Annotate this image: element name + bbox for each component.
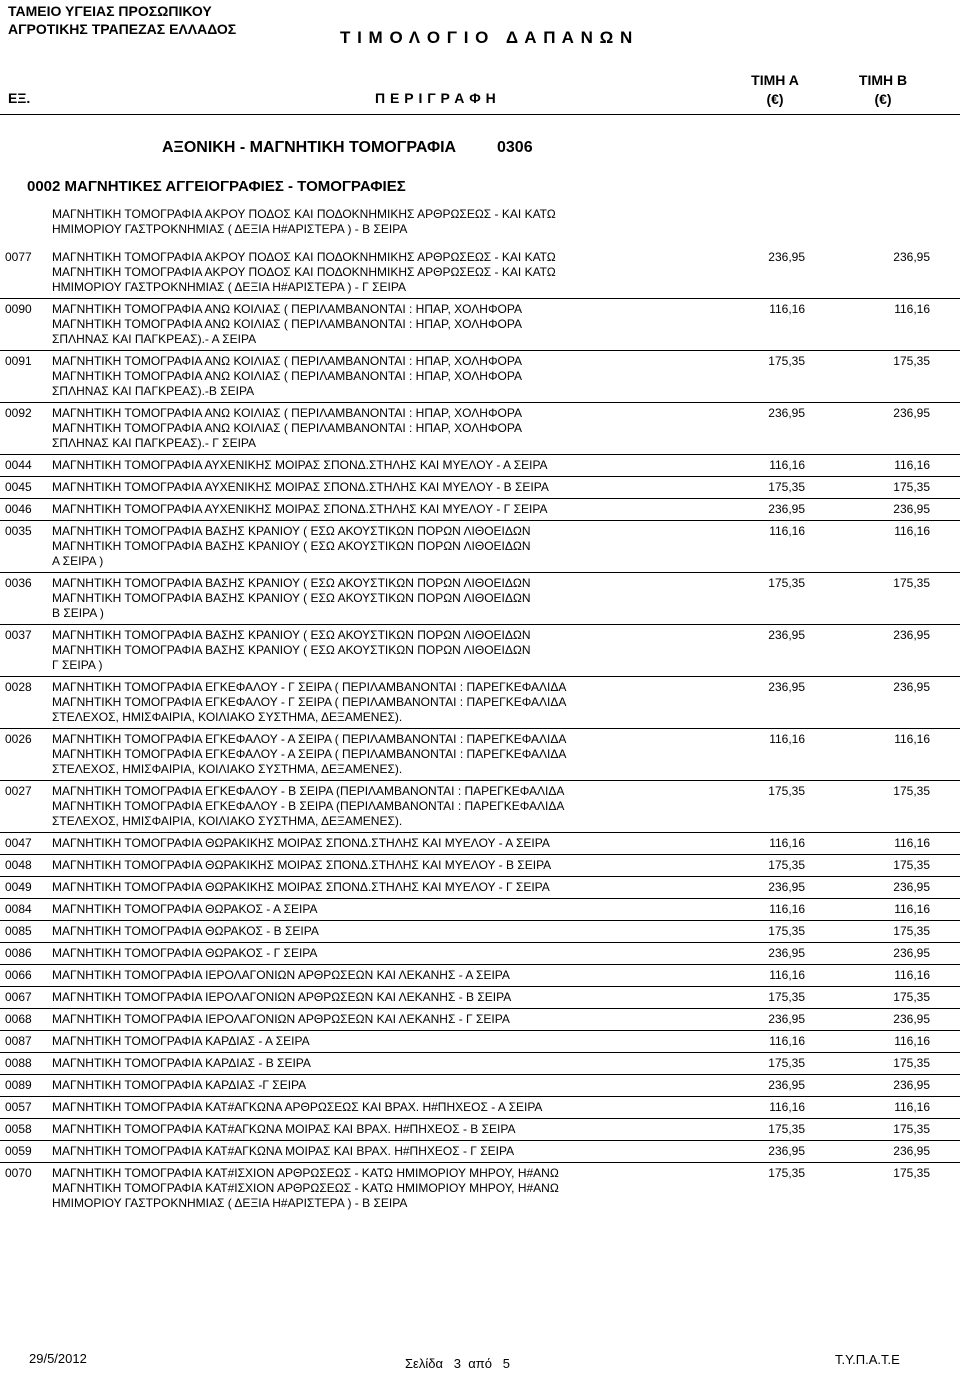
- row-title: ΜΑΓΝΗΤΙΚΗ ΤΟΜΟΓΡΑΦΙΑ ΘΩΡΑΚΙΚΗΣ ΜΟΙΡΑΣ ΣΠΟΝΔ.ΣΤΗΛΗΣ ΚΑΙ ΜΥΕΛΟΥ - Β ΣΕΙΡΑ: [52, 858, 552, 872]
- row-title: ΜΑΓΝΗΤΙΚΗ ΤΟΜΟΓΡΑΦΙΑ ΕΓΚΕΦΑΛΟΥ - Γ ΣΕΙΡΑ ( ΠΕΡΙΛΑΜΒΑΝΟΝΤΑΙ : ΠΑΡΕΓΚΕΦΑΛΙΔΑ: [52, 680, 567, 694]
- row-code: 0077: [5, 250, 32, 264]
- row-price-b: 175,35: [893, 354, 930, 368]
- row-description: ΜΑΓΝΗΤΙΚΗ ΤΟΜΟΓΡΑΦΙΑ ΕΓΚΕΦΑΛΟΥ - Α ΣΕΙΡΑ ( ΠΕΡΙΛΑΜΒΑΝΟΝΤΑΙ : ΠΑΡΕΓΚΕΦΑΛΙΔΑ ΣΤΕΛΕΧΟΣ, ΗΜΙΣΦΑΙΡΙΑ, ΚΟΙΛΙΑΚΟ ΣΥΣΤΗΜΑ, ΔΕΞΑΜΕΝΕΣ).: [52, 747, 567, 776]
- row-code: 0026: [5, 732, 32, 746]
- table-row: [0, 943, 960, 965]
- price-a-label: ΤΙΜΗ Α: [751, 72, 799, 88]
- row-price-b: 175,35: [893, 1122, 930, 1136]
- row-description: ΜΑΓΝΗΤΙΚΗ ΤΟΜΟΓΡΑΦΙΑ ΒΑΣΗΣ ΚΡΑΝΙΟΥ ( ΕΣΩ ΑΚΟΥΣΤΙΚΩΝ ΠΟΡΩΝ ΛΙΘΟΕΙΔΩΝ Α ΣΕΙΡΑ ): [52, 539, 531, 568]
- row-title: ΜΑΓΝΗΤΙΚΗ ΤΟΜΟΓΡΑΦΙΑ ΚΑΤ#ΑΓΚΩΝΑ ΑΡΘΡΩΣΕΩΣ ΚΑΙ ΒΡΑΧ. Η#ΠΗΧΕΟΣ - Α ΣΕΙΡΑ: [52, 1100, 543, 1114]
- row-title: ΜΑΓΝΗΤΙΚΗ ΤΟΜΟΓΡΑΦΙΑ ΕΓΚΕΦΑΛΟΥ - Β ΣΕΙΡΑ (ΠΕΡΙΛΑΜΒΑΝΟΝΤΑΙ : ΠΑΡΕΓΚΕΦΑΛΙΔΑ: [52, 784, 565, 798]
- row-title: ΜΑΓΝΗΤΙΚΗ ΤΟΜΟΓΡΑΦΙΑ ΑΝΩ ΚΟΙΛΙΑΣ ( ΠΕΡΙΛΑΜΒΑΝΟΝΤΑΙ : ΗΠΑΡ, ΧΟΛΗΦΟΡΑ: [52, 354, 522, 368]
- table-row: [0, 833, 960, 855]
- table-row: [0, 299, 960, 351]
- row-title: ΜΑΓΝΗΤΙΚΗ ΤΟΜΟΓΡΑΦΙΑ ΙΕΡΟΛΑΓΟΝΙΩΝ ΑΡΘΡΩΣΕΩΝ ΚΑΙ ΛΕΚΑΝΗΣ - Β ΣΕΙΡΑ: [52, 990, 512, 1004]
- table-row: [0, 921, 960, 943]
- table-row: [0, 247, 960, 299]
- row-title: ΜΑΓΝΗΤΙΚΗ ΤΟΜΟΓΡΑΦΙΑ ΙΕΡΟΛΑΓΟΝΙΩΝ ΑΡΘΡΩΣΕΩΝ ΚΑΙ ΛΕΚΑΝΗΣ - Γ ΣΕΙΡΑ: [52, 1012, 510, 1026]
- row-price-b: 236,95: [893, 946, 930, 960]
- row-title: ΜΑΓΝΗΤΙΚΗ ΤΟΜΟΓΡΑΦΙΑ ΘΩΡΑΚΙΚΗΣ ΜΟΙΡΑΣ ΣΠΟΝΔ.ΣΤΗΛΗΣ ΚΑΙ ΜΥΕΛΟΥ - Γ ΣΕΙΡΑ: [52, 880, 550, 894]
- row-price-a: 116,16: [769, 524, 805, 538]
- table-row: [0, 877, 960, 899]
- row-description: ΜΑΓΝΗΤΙΚΗ ΤΟΜΟΓΡΑΦΙΑ ΑΚΡΟΥ ΠΟΔΟΣ ΚΑΙ ΠΟΔΟΚΝΗΜΙΚΗΣ ΑΡΘΡΩΣΕΩΣ - ΚΑΙ ΚΑΤΩ ΗΜΙΜΟΡΙΟΥ ΓΑΣΤΡΟΚΝΗΜΙΑΣ ( ΔΕΞΙΑ Η#ΑΡΙΣΤΕΡΑ ) - Γ ΣΕΙΡΑ: [52, 265, 556, 294]
- row-code: 0091: [5, 354, 32, 368]
- row-title: ΜΑΓΝΗΤΙΚΗ ΤΟΜΟΓΡΑΦΙΑ ΑΥΧΕΝΙΚΗΣ ΜΟΙΡΑΣ ΣΠΟΝΔ.ΣΤΗΛΗΣ ΚΑΙ ΜΥΕΛΟΥ - Α ΣΕΙΡΑ: [52, 458, 548, 472]
- section-code: 0306: [497, 139, 533, 156]
- row-price-b: 236,95: [893, 628, 930, 642]
- table-row: [0, 625, 960, 677]
- table-row: [0, 855, 960, 877]
- row-price-b: 175,35: [893, 990, 930, 1004]
- row-price-a: 175,35: [768, 858, 805, 872]
- table-row: [0, 455, 960, 477]
- table-row: [0, 499, 960, 521]
- footer-org: Τ.Υ.Π.Α.Τ.Ε: [835, 1352, 900, 1367]
- row-title: ΜΑΓΝΗΤΙΚΗ ΤΟΜΟΓΡΑΦΙΑ ΒΑΣΗΣ ΚΡΑΝΙΟΥ ( ΕΣΩ ΑΚΟΥΣΤΙΚΩΝ ΠΟΡΩΝ ΛΙΘΟΕΙΔΩΝ: [52, 576, 531, 590]
- table-row: [0, 1141, 960, 1163]
- row-price-b: 236,95: [893, 1012, 930, 1026]
- row-price-a: 116,16: [769, 1100, 805, 1114]
- row-title: ΜΑΓΝΗΤΙΚΗ ΤΟΜΟΓΡΑΦΙΑ ΘΩΡΑΚΙΚΗΣ ΜΟΙΡΑΣ ΣΠΟΝΔ.ΣΤΗΛΗΣ ΚΑΙ ΜΥΕΛΟΥ - Α ΣΕΙΡΑ: [52, 836, 550, 850]
- table-row: [0, 477, 960, 499]
- row-price-a: 175,35: [768, 924, 805, 938]
- row-title: ΜΑΓΝΗΤΙΚΗ ΤΟΜΟΓΡΑΦΙΑ ΘΩΡΑΚΟΣ - Γ ΣΕΙΡΑ: [52, 946, 318, 960]
- table-row: [0, 1119, 960, 1141]
- header-divider: [0, 114, 960, 115]
- table-row: [0, 573, 960, 625]
- row-code: 0048: [5, 858, 32, 872]
- row-price-a: 236,95: [768, 946, 805, 960]
- table-row: [0, 1075, 960, 1097]
- table-row: [0, 899, 960, 921]
- row-price-a: 175,35: [768, 1056, 805, 1070]
- row-code: 0036: [5, 576, 32, 590]
- row-price-b: 236,95: [893, 880, 930, 894]
- row-description: ΜΑΓΝΗΤΙΚΗ ΤΟΜΟΓΡΑΦΙΑ ΑΝΩ ΚΟΙΛΙΑΣ ( ΠΕΡΙΛΑΜΒΑΝΟΝΤΑΙ : ΗΠΑΡ, ΧΟΛΗΦΟΡΑ ΣΠΛΗΝΑΣ ΚΑΙ ΠΑΓΚΡΕΑΣ).- Α ΣΕΙΡΑ: [52, 317, 522, 346]
- column-header-code: ΕΞ.: [8, 90, 31, 106]
- row-code: 0057: [5, 1100, 32, 1114]
- column-header-description: Π Ε Ρ Ι Γ Ρ Α Φ Η: [375, 90, 497, 106]
- table-row: [0, 521, 960, 573]
- row-price-a: 236,95: [768, 250, 805, 264]
- row-price-a: 236,95: [768, 628, 805, 642]
- subsection-title: 0002 ΜΑΓΝΗΤΙΚΕΣ ΑΓΓΕΙΟΓΡΑΦΙΕΣ - ΤΟΜΟΓΡΑΦΙΕΣ: [27, 178, 406, 195]
- row-price-b: 236,95: [893, 1078, 930, 1092]
- row-code: 0047: [5, 836, 32, 850]
- table-row: [0, 1031, 960, 1053]
- table-row: [0, 781, 960, 833]
- row-title: ΜΑΓΝΗΤΙΚΗ ΤΟΜΟΓΡΑΦΙΑ ΑΥΧΕΝΙΚΗΣ ΜΟΙΡΑΣ ΣΠΟΝΔ.ΣΤΗΛΗΣ ΚΑΙ ΜΥΕΛΟΥ - Γ ΣΕΙΡΑ: [52, 502, 548, 516]
- row-code: 0066: [5, 968, 32, 982]
- intro-line: ΜΑΓΝΗΤΙΚΗ ΤΟΜΟΓΡΑΦΙΑ ΑΚΡΟΥ ΠΟΔΟΣ ΚΑΙ ΠΟΔΟΚΝΗΜΙΚΗΣ ΑΡΘΡΩΣΕΩΣ - ΚΑΙ ΚΑΤΩ: [52, 207, 556, 221]
- org-name-line1: ΤΑΜΕΙΟ ΥΓΕΙΑΣ ΠΡΟΣΩΠΙΚΟΥ: [8, 3, 212, 19]
- price-b-currency: (€): [874, 91, 892, 107]
- row-code: 0044: [5, 458, 32, 472]
- table-row: [0, 403, 960, 455]
- row-price-a: 236,95: [768, 880, 805, 894]
- row-code: 0027: [5, 784, 32, 798]
- row-title: ΜΑΓΝΗΤΙΚΗ ΤΟΜΟΓΡΑΦΙΑ ΘΩΡΑΚΟΣ - Β ΣΕΙΡΑ: [52, 924, 319, 938]
- row-price-b: 116,16: [894, 458, 930, 472]
- subsection-intro: [52, 207, 556, 237]
- table-row: [0, 1009, 960, 1031]
- row-price-b: 116,16: [894, 1100, 930, 1114]
- row-price-b: 116,16: [894, 1034, 930, 1048]
- row-title: ΜΑΓΝΗΤΙΚΗ ΤΟΜΟΓΡΑΦΙΑ ΒΑΣΗΣ ΚΡΑΝΙΟΥ ( ΕΣΩ ΑΚΟΥΣΤΙΚΩΝ ΠΟΡΩΝ ΛΙΘΟΕΙΔΩΝ: [52, 524, 531, 538]
- row-description: ΜΑΓΝΗΤΙΚΗ ΤΟΜΟΓΡΑΦΙΑ ΚΑΤ#ΙΣΧΙΟΝ ΑΡΘΡΩΣΕΩΣ - ΚΑΤΩ ΗΜΙΜΟΡΙΟΥ ΜΗΡΟΥ, Η#ΑΝΩ ΗΜΙΜΟΡΙΟΥ ΓΑΣΤΡΟΚΝΗΜΙΑΣ ( ΔΕΞΙΑ Η#ΑΡΙΣΤΕΡΑ ) - Β ΣΕΙΡΑ: [52, 1181, 559, 1210]
- table-row: [0, 1053, 960, 1075]
- section-title: ΑΞΟΝΙΚΗ - ΜΑΓΝΗΤΙΚΗ ΤΟΜΟΓΡΑΦΙΑ: [162, 139, 457, 156]
- row-price-a: 116,16: [769, 836, 805, 850]
- row-price-a: 175,35: [768, 990, 805, 1004]
- row-title: ΜΑΓΝΗΤΙΚΗ ΤΟΜΟΓΡΑΦΙΑ ΑΝΩ ΚΟΙΛΙΑΣ ( ΠΕΡΙΛΑΜΒΑΝΟΝΤΑΙ : ΗΠΑΡ, ΧΟΛΗΦΟΡΑ: [52, 302, 522, 316]
- row-price-b: 175,35: [893, 1166, 930, 1180]
- price-table: [0, 247, 960, 1214]
- row-price-b: 116,16: [894, 524, 930, 538]
- row-price-a: 116,16: [769, 732, 805, 746]
- row-price-a: 175,35: [768, 480, 805, 494]
- row-code: 0088: [5, 1056, 32, 1070]
- row-title: ΜΑΓΝΗΤΙΚΗ ΤΟΜΟΓΡΑΦΙΑ ΚΑΤ#ΙΣΧΙΟΝ ΑΡΘΡΩΣΕΩΣ - ΚΑΤΩ ΗΜΙΜΟΡΙΟΥ ΜΗΡΟΥ, Η#ΑΝΩ: [52, 1166, 559, 1180]
- row-price-a: 175,35: [768, 1166, 805, 1180]
- row-code: 0092: [5, 406, 32, 420]
- footer-page-number: Σελίδα 3 από 5: [405, 1356, 511, 1371]
- row-code: 0049: [5, 880, 32, 894]
- row-price-b: 236,95: [893, 1144, 930, 1158]
- row-description: ΜΑΓΝΗΤΙΚΗ ΤΟΜΟΓΡΑΦΙΑ ΑΝΩ ΚΟΙΛΙΑΣ ( ΠΕΡΙΛΑΜΒΑΝΟΝΤΑΙ : ΗΠΑΡ, ΧΟΛΗΦΟΡΑ ΣΠΛΗΝΑΣ ΚΑΙ ΠΑΓΚΡΕΑΣ).-Β ΣΕΙΡΑ: [52, 369, 522, 398]
- table-row: [0, 1097, 960, 1119]
- row-code: 0084: [5, 902, 32, 916]
- row-code: 0035: [5, 524, 32, 538]
- row-code: 0070: [5, 1166, 32, 1180]
- price-b-label: ΤΙΜΗ Β: [858, 72, 908, 88]
- row-code: 0058: [5, 1122, 32, 1136]
- table-row: [0, 965, 960, 987]
- row-price-b: 175,35: [893, 480, 930, 494]
- row-price-b: 236,95: [893, 250, 930, 264]
- row-price-a: 116,16: [769, 968, 805, 982]
- row-price-a: 175,35: [768, 354, 805, 368]
- row-price-a: 236,95: [768, 1144, 805, 1158]
- row-code: 0045: [5, 480, 32, 494]
- row-price-a: 175,35: [768, 1122, 805, 1136]
- row-description: ΜΑΓΝΗΤΙΚΗ ΤΟΜΟΓΡΑΦΙΑ ΑΝΩ ΚΟΙΛΙΑΣ ( ΠΕΡΙΛΑΜΒΑΝΟΝΤΑΙ : ΗΠΑΡ, ΧΟΛΗΦΟΡΑ ΣΠΛΗΝΑΣ ΚΑΙ ΠΑΓΚΡΕΑΣ).- Γ ΣΕΙΡΑ: [52, 421, 522, 450]
- row-code: 0089: [5, 1078, 32, 1092]
- row-description: ΜΑΓΝΗΤΙΚΗ ΤΟΜΟΓΡΑΦΙΑ ΕΓΚΕΦΑΛΟΥ - Γ ΣΕΙΡΑ ( ΠΕΡΙΛΑΜΒΑΝΟΝΤΑΙ : ΠΑΡΕΓΚΕΦΑΛΙΔΑ ΣΤΕΛΕΧΟΣ, ΗΜΙΣΦΑΙΡΙΑ, ΚΟΙΛΙΑΚΟ ΣΥΣΤΗΜΑ, ΔΕΞΑΜΕΝΕΣ).: [52, 695, 567, 724]
- row-price-b: 236,95: [893, 680, 930, 694]
- row-price-b: 116,16: [894, 732, 930, 746]
- row-title: ΜΑΓΝΗΤΙΚΗ ΤΟΜΟΓΡΑΦΙΑ ΚΑΤ#ΑΓΚΩΝΑ ΜΟΙΡΑΣ ΚΑΙ ΒΡΑΧ. Η#ΠΗΧΕΟΣ - Γ ΣΕΙΡΑ: [52, 1144, 515, 1158]
- row-code: 0085: [5, 924, 32, 938]
- column-header-price-b: [838, 71, 928, 109]
- price-a-currency: (€): [766, 91, 784, 107]
- row-price-a: 236,95: [768, 502, 805, 516]
- row-code: 0086: [5, 946, 32, 960]
- row-code: 0059: [5, 1144, 32, 1158]
- row-description: ΜΑΓΝΗΤΙΚΗ ΤΟΜΟΓΡΑΦΙΑ ΕΓΚΕΦΑΛΟΥ - Β ΣΕΙΡΑ (ΠΕΡΙΛΑΜΒΑΝΟΝΤΑΙ : ΠΑΡΕΓΚΕΦΑΛΙΔΑ ΣΤΕΛΕΧΟΣ, ΗΜΙΣΦΑΙΡΙΑ, ΚΟΙΛΙΑΚΟ ΣΥΣΤΗΜΑ, ΔΕΞΑΜΕΝΕΣ).: [52, 799, 565, 828]
- row-price-a: 236,95: [768, 406, 805, 420]
- row-price-a: 236,95: [768, 1012, 805, 1026]
- row-title: ΜΑΓΝΗΤΙΚΗ ΤΟΜΟΓΡΑΦΙΑ ΒΑΣΗΣ ΚΡΑΝΙΟΥ ( ΕΣΩ ΑΚΟΥΣΤΙΚΩΝ ΠΟΡΩΝ ΛΙΘΟΕΙΔΩΝ: [52, 628, 531, 642]
- row-price-b: 236,95: [893, 502, 930, 516]
- intro-line: ΗΜΙΜΟΡΙΟΥ ΓΑΣΤΡΟΚΝΗΜΙΑΣ ( ΔΕΞΙΑ Η#ΑΡΙΣΤΕΡΑ ) - Β ΣΕΙΡΑ: [52, 222, 408, 236]
- row-price-a: 116,16: [769, 458, 805, 472]
- row-price-b: 116,16: [894, 968, 930, 982]
- row-price-b: 116,16: [894, 836, 930, 850]
- table-row: [0, 987, 960, 1009]
- row-price-a: 175,35: [768, 576, 805, 590]
- row-title: ΜΑΓΝΗΤΙΚΗ ΤΟΜΟΓΡΑΦΙΑ ΚΑΡΔΙΑΣ -Γ ΣΕΙΡΑ: [52, 1078, 307, 1092]
- row-code: 0028: [5, 680, 32, 694]
- row-code: 0068: [5, 1012, 32, 1026]
- org-name-line2: ΑΓΡΟΤΙΚΗΣ ΤΡΑΠΕΖΑΣ ΕΛΛΑΔΟΣ: [8, 21, 237, 37]
- row-code: 0046: [5, 502, 32, 516]
- row-price-b: 175,35: [893, 576, 930, 590]
- row-title: ΜΑΓΝΗΤΙΚΗ ΤΟΜΟΓΡΑΦΙΑ ΑΝΩ ΚΟΙΛΙΑΣ ( ΠΕΡΙΛΑΜΒΑΝΟΝΤΑΙ : ΗΠΑΡ, ΧΟΛΗΦΟΡΑ: [52, 406, 522, 420]
- table-row: [0, 1163, 960, 1214]
- row-price-a: 236,95: [768, 1078, 805, 1092]
- column-header-price-a: [730, 71, 820, 109]
- row-price-b: 236,95: [893, 406, 930, 420]
- row-price-a: 116,16: [769, 1034, 805, 1048]
- row-title: ΜΑΓΝΗΤΙΚΗ ΤΟΜΟΓΡΑΦΙΑ ΘΩΡΑΚΟΣ - Α ΣΕΙΡΑ: [52, 902, 318, 916]
- row-title: ΜΑΓΝΗΤΙΚΗ ΤΟΜΟΓΡΑΦΙΑ ΚΑΤ#ΑΓΚΩΝΑ ΜΟΙΡΑΣ ΚΑΙ ΒΡΑΧ. Η#ΠΗΧΕΟΣ - Β ΣΕΙΡΑ: [52, 1122, 516, 1136]
- document-title: Τ Ι Μ Ο Λ Ο Γ Ι Ο Δ Α Π Α Ν Ω Ν: [340, 28, 634, 47]
- row-description: ΜΑΓΝΗΤΙΚΗ ΤΟΜΟΓΡΑΦΙΑ ΒΑΣΗΣ ΚΡΑΝΙΟΥ ( ΕΣΩ ΑΚΟΥΣΤΙΚΩΝ ΠΟΡΩΝ ΛΙΘΟΕΙΔΩΝ Β ΣΕΙΡΑ ): [52, 591, 531, 620]
- row-price-b: 175,35: [893, 1056, 930, 1070]
- row-description: ΜΑΓΝΗΤΙΚΗ ΤΟΜΟΓΡΑΦΙΑ ΒΑΣΗΣ ΚΡΑΝΙΟΥ ( ΕΣΩ ΑΚΟΥΣΤΙΚΩΝ ΠΟΡΩΝ ΛΙΘΟΕΙΔΩΝ Γ ΣΕΙΡΑ ): [52, 643, 531, 672]
- row-price-a: 116,16: [769, 902, 805, 916]
- row-price-b: 175,35: [893, 858, 930, 872]
- row-price-a: 175,35: [768, 784, 805, 798]
- row-title: ΜΑΓΝΗΤΙΚΗ ΤΟΜΟΓΡΑΦΙΑ ΚΑΡΔΙΑΣ - Α ΣΕΙΡΑ: [52, 1034, 310, 1048]
- row-title: ΜΑΓΝΗΤΙΚΗ ΤΟΜΟΓΡΑΦΙΑ ΙΕΡΟΛΑΓΟΝΙΩΝ ΑΡΘΡΩΣΕΩΝ ΚΑΙ ΛΕΚΑΝΗΣ - Α ΣΕΙΡΑ: [52, 968, 510, 982]
- row-code: 0087: [5, 1034, 32, 1048]
- row-title: ΜΑΓΝΗΤΙΚΗ ΤΟΜΟΓΡΑΦΙΑ ΑΚΡΟΥ ΠΟΔΟΣ ΚΑΙ ΠΟΔΟΚΝΗΜΙΚΗΣ ΑΡΘΡΩΣΕΩΣ - ΚΑΙ ΚΑΤΩ: [52, 250, 556, 264]
- table-row: [0, 351, 960, 403]
- row-price-b: 175,35: [893, 784, 930, 798]
- table-row: [0, 729, 960, 781]
- row-code: 0067: [5, 990, 32, 1004]
- row-price-b: 116,16: [894, 902, 930, 916]
- footer-date: 29/5/2012: [29, 1351, 87, 1366]
- row-price-a: 116,16: [769, 302, 805, 316]
- row-price-b: 116,16: [894, 302, 930, 316]
- row-code: 0090: [5, 302, 32, 316]
- row-title: ΜΑΓΝΗΤΙΚΗ ΤΟΜΟΓΡΑΦΙΑ ΕΓΚΕΦΑΛΟΥ - Α ΣΕΙΡΑ ( ΠΕΡΙΛΑΜΒΑΝΟΝΤΑΙ : ΠΑΡΕΓΚΕΦΑΛΙΔΑ: [52, 732, 567, 746]
- row-code: 0037: [5, 628, 32, 642]
- row-title: ΜΑΓΝΗΤΙΚΗ ΤΟΜΟΓΡΑΦΙΑ ΚΑΡΔΙΑΣ - Β ΣΕΙΡΑ: [52, 1056, 311, 1070]
- row-price-a: 236,95: [768, 680, 805, 694]
- row-price-b: 175,35: [893, 924, 930, 938]
- row-title: ΜΑΓΝΗΤΙΚΗ ΤΟΜΟΓΡΑΦΙΑ ΑΥΧΕΝΙΚΗΣ ΜΟΙΡΑΣ ΣΠΟΝΔ.ΣΤΗΛΗΣ ΚΑΙ ΜΥΕΛΟΥ - Β ΣΕΙΡΑ: [52, 480, 549, 494]
- table-row: [0, 677, 960, 729]
